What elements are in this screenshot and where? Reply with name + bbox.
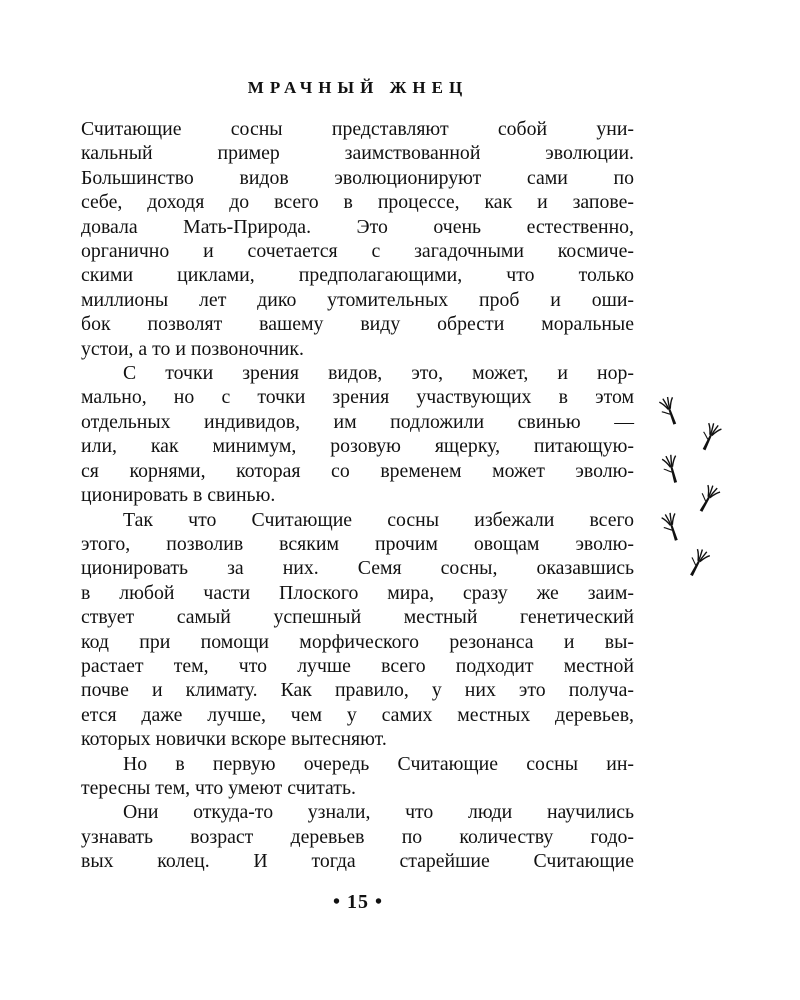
- text-line: органично и сочетается с загадочными космиче-: [81, 240, 634, 263]
- text-line: или, как минимум, розовую ящерку, питающую-: [81, 435, 634, 458]
- footprint: [661, 454, 683, 485]
- text-line: ствует самый успешный местный генетический: [81, 606, 634, 629]
- footprint: [697, 421, 722, 453]
- text-line: ется даже лучше, чем у самих местных деревьев,: [81, 703, 634, 726]
- footprint: [658, 395, 682, 426]
- text-line: тересны тем, что умеют считать.: [81, 776, 356, 799]
- text-line: Большинство видов эволюционируют сами по: [81, 166, 634, 189]
- text-line: скими циклами, предполагающими, что только: [81, 264, 634, 287]
- text-line: устои, а то и позвоночник.: [81, 337, 304, 360]
- text-line: С точки зрения видов, это, может, и нор-: [123, 362, 634, 385]
- text-line: почве и климату. Как правило, у них это получа-: [81, 679, 634, 702]
- text-line: растает тем, что лучше всего подходит местной: [81, 654, 634, 677]
- body-text: [81, 117, 634, 874]
- text-line: Так что Считающие сосны избежали всего: [123, 508, 634, 531]
- running-head: МРАЧНЫЙ ЖНЕЦ: [247, 78, 469, 97]
- text-line: вых колец. И тогда старейшие Считающие: [81, 850, 634, 873]
- page-number: • 15 •: [332, 891, 383, 913]
- text-line: Но в первую очередь Считающие сосны ин-: [123, 752, 634, 775]
- footprint: [660, 512, 683, 543]
- text-line: отдельных индивидов, им подложили свинью —: [81, 410, 634, 433]
- text-line: узнавать возраст деревьев по количеству годо-: [81, 825, 634, 848]
- text-line: кальный пример заимствованной эволюции.: [81, 142, 634, 165]
- text-line: код при помощи морфического резонанса и вы-: [81, 630, 634, 653]
- footprint: [684, 547, 710, 579]
- footprint: [694, 483, 721, 515]
- text-line: миллионы лет дико утомительных проб и оши-: [81, 288, 634, 311]
- text-line: Считающие сосны представляют собой уни-: [81, 118, 634, 140]
- text-line: бок позволят вашему виду обрести моральные: [81, 313, 634, 336]
- text-line: ся корнями, которая со временем может эволю-: [81, 459, 634, 482]
- text-line: себе, доходя до всего в процессе, как и запове-: [81, 191, 634, 214]
- text-line: довала Мать-Природа. Это очень естественно,: [81, 215, 634, 238]
- text-line: которых новички вскоре вытесняют.: [81, 728, 387, 751]
- text-line: в любой части Плоского мира, сразу же заим-: [81, 581, 634, 604]
- text-line: этого, позволив всяким прочим овощам эволю-: [81, 532, 634, 555]
- text-line: мально, но с точки зрения участвующих в этом: [81, 386, 634, 409]
- text-line: ционировать за них. Семя сосны, оказавшись: [81, 557, 634, 580]
- footprints-icon: [650, 385, 740, 595]
- text-line: ционировать в свинью.: [81, 484, 276, 507]
- text-line: Они откуда-то узнали, что люди научились: [123, 801, 634, 824]
